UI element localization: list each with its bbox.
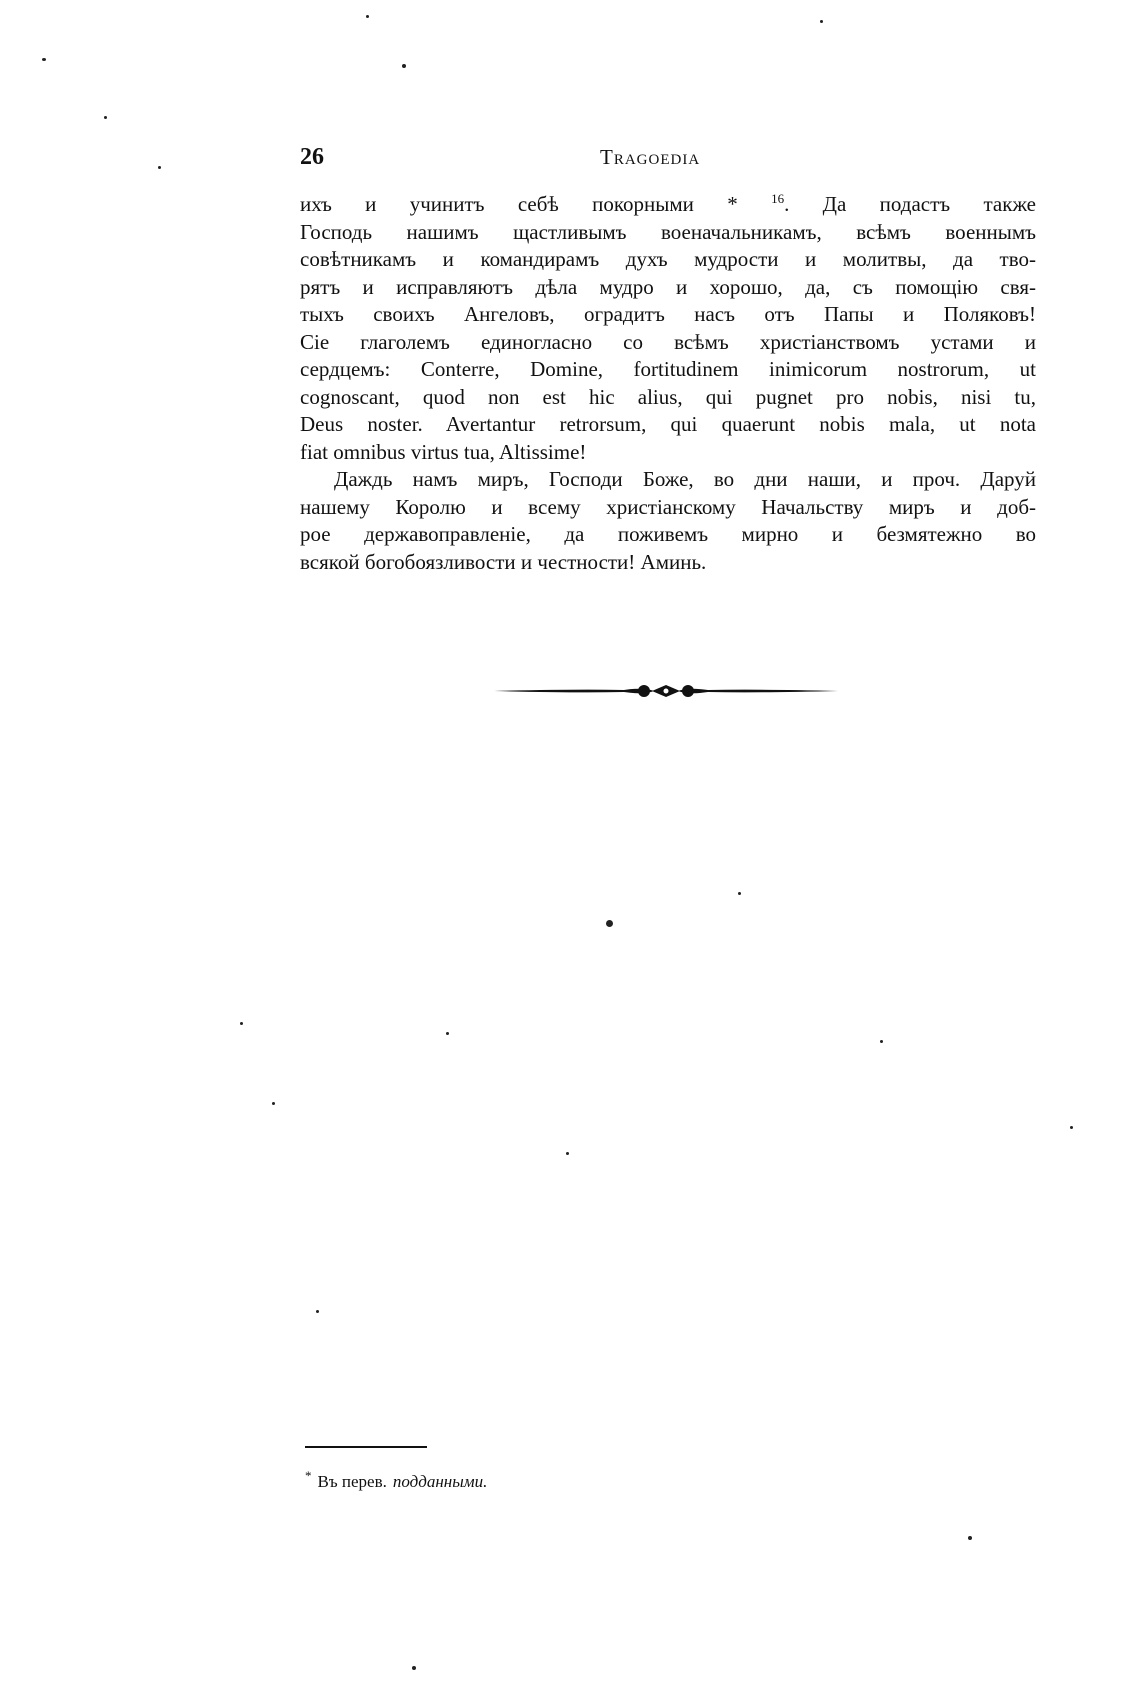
scan-speck bbox=[446, 1032, 449, 1035]
scan-speck bbox=[1070, 1126, 1073, 1129]
paragraph-2-line: нашему Королю и всему христіанскому Начальству миръ и доб- bbox=[300, 494, 1036, 519]
paragraph-1-line: Сіе глаголемъ единогласно со всѣмъ христіанствомъ устами и bbox=[300, 329, 1036, 354]
page-header bbox=[300, 142, 1036, 172]
paragraph-1-line: сердцемъ: Conterre, Domine, fortitudinem inimicorum nostrorum, ut bbox=[300, 357, 1036, 381]
paragraph-1-line-1 bbox=[300, 191, 1036, 219]
scan-speck bbox=[880, 1040, 883, 1043]
footnote-italic-text: подданными. bbox=[392, 1472, 488, 1491]
footnote-reference-number: 16 bbox=[771, 191, 785, 206]
ornament-divider bbox=[494, 680, 838, 702]
paragraph-1-line: Deus noster. Avertantur retrorsum, qui quaerunt nobis mala, ut nota bbox=[300, 412, 1036, 436]
body-text bbox=[300, 191, 1036, 576]
paragraph-1-line: cognoscant, quod non est hic alius, qui pugnet pro nobis, nisi tu, bbox=[300, 384, 1036, 409]
paragraph-1-line: fiat omnibus virtus tua, Altissime! bbox=[300, 439, 587, 464]
scan-speck bbox=[738, 892, 741, 895]
scan-speck bbox=[316, 1310, 319, 1313]
running-title: Tragoedia bbox=[600, 145, 701, 169]
footnote-marker: * bbox=[305, 1468, 312, 1484]
paragraph-2-line: Даждь намъ миръ, Господи Боже, во дни наши, и проч. Даруй bbox=[334, 467, 1036, 491]
line-text: ихъ и учинитъ себѣ покорными * bbox=[300, 192, 772, 216]
scan-speck bbox=[968, 1536, 972, 1540]
paragraph-2-line: рое державоправленіе, да поживемъ мирно и безмятежно во bbox=[300, 522, 1036, 546]
paragraph-1-line: совѣтникамъ и командирамъ духъ мудрости и молитвы, да тво- bbox=[300, 247, 1036, 271]
footnote-prefix: Въ перев. bbox=[317, 1472, 387, 1491]
paragraph-1-line: рятъ и исправляютъ дѣла мудро и хорошо, да, съ помощію свя- bbox=[300, 274, 1036, 299]
scan-speck bbox=[402, 64, 406, 68]
scan-speck bbox=[366, 15, 369, 18]
scan-speck bbox=[412, 1666, 416, 1670]
scan-speck bbox=[606, 920, 613, 927]
paragraph-1-line: тыхъ своихъ Ангеловъ, оградитъ насъ отъ Папы и Поляковъ! bbox=[300, 302, 1036, 326]
scan-speck bbox=[566, 1152, 569, 1155]
paragraph-2-line: всякой богобоязливости и честности! Аминь. bbox=[300, 549, 707, 574]
page-number: 26 bbox=[300, 144, 324, 170]
paragraph-1-line: Господь нашимъ щастливымъ военачальникамъ, всѣмъ военнымъ bbox=[300, 219, 1036, 244]
scan-speck bbox=[820, 20, 823, 23]
scan-speck bbox=[158, 166, 161, 169]
scan-speck bbox=[104, 116, 107, 119]
footnote bbox=[305, 1470, 487, 1494]
scan-speck bbox=[240, 1022, 243, 1025]
scan-speck bbox=[42, 58, 46, 61]
footnote-rule bbox=[305, 1446, 427, 1448]
line-text: . Да подастъ также bbox=[784, 192, 1036, 216]
scan-speck bbox=[272, 1102, 275, 1105]
